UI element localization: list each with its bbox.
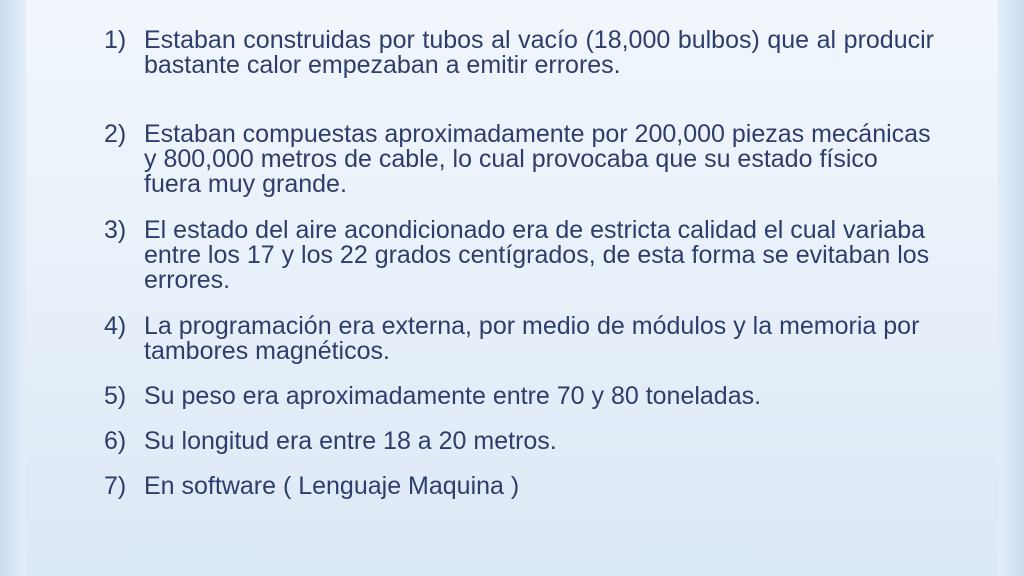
list-item-text: El estado del aire acondicionado era de estricta calidad el cual variaba entre los 17 y los 22 grados centígrados, de esta forma se evitaban los errores.	[144, 216, 930, 294]
list-item-text: En software ( Lenguaje Maquina )	[144, 472, 520, 500]
list-item-text: Estaban compuestas aproximadamente por 200,000 piezas mecánicas y 800,000 metros de cable, lo cual provocaba que su estado físico fuera muy grande.	[144, 120, 931, 198]
list-item-text: Su peso era aproximadamente entre 70 y 80 toneladas.	[144, 382, 762, 410]
list-item-1	[104, 28, 934, 122]
list-item-4	[104, 314, 934, 384]
list-item-2	[104, 122, 934, 218]
list-item-number: 7)	[104, 472, 127, 500]
numbered-list	[104, 28, 934, 504]
list-item-number: 4)	[104, 312, 127, 340]
right-edge-shade	[998, 0, 1024, 576]
list-item-5	[104, 384, 934, 429]
list-item-text: Estaban construidas por tubos al vacío (18,000 bulbos) que al producir bastante calor empezaban a emitir errores.	[144, 26, 934, 79]
list-item-7	[104, 474, 934, 504]
list-item-number: 2)	[104, 120, 127, 148]
left-edge-shade	[0, 0, 26, 576]
list-item-3	[104, 218, 934, 314]
list-item-number: 3)	[104, 216, 127, 244]
list-item-text: La programación era externa, por medio de módulos y la memoria por tambores magnéticos.	[144, 312, 920, 365]
list-item-number: 1)	[104, 26, 127, 54]
list-item-number: 6)	[104, 427, 127, 455]
list-item-text: Su longitud era entre 18 a 20 metros.	[144, 427, 557, 455]
list-item-6	[104, 429, 934, 474]
list-item-number: 5)	[104, 382, 127, 410]
